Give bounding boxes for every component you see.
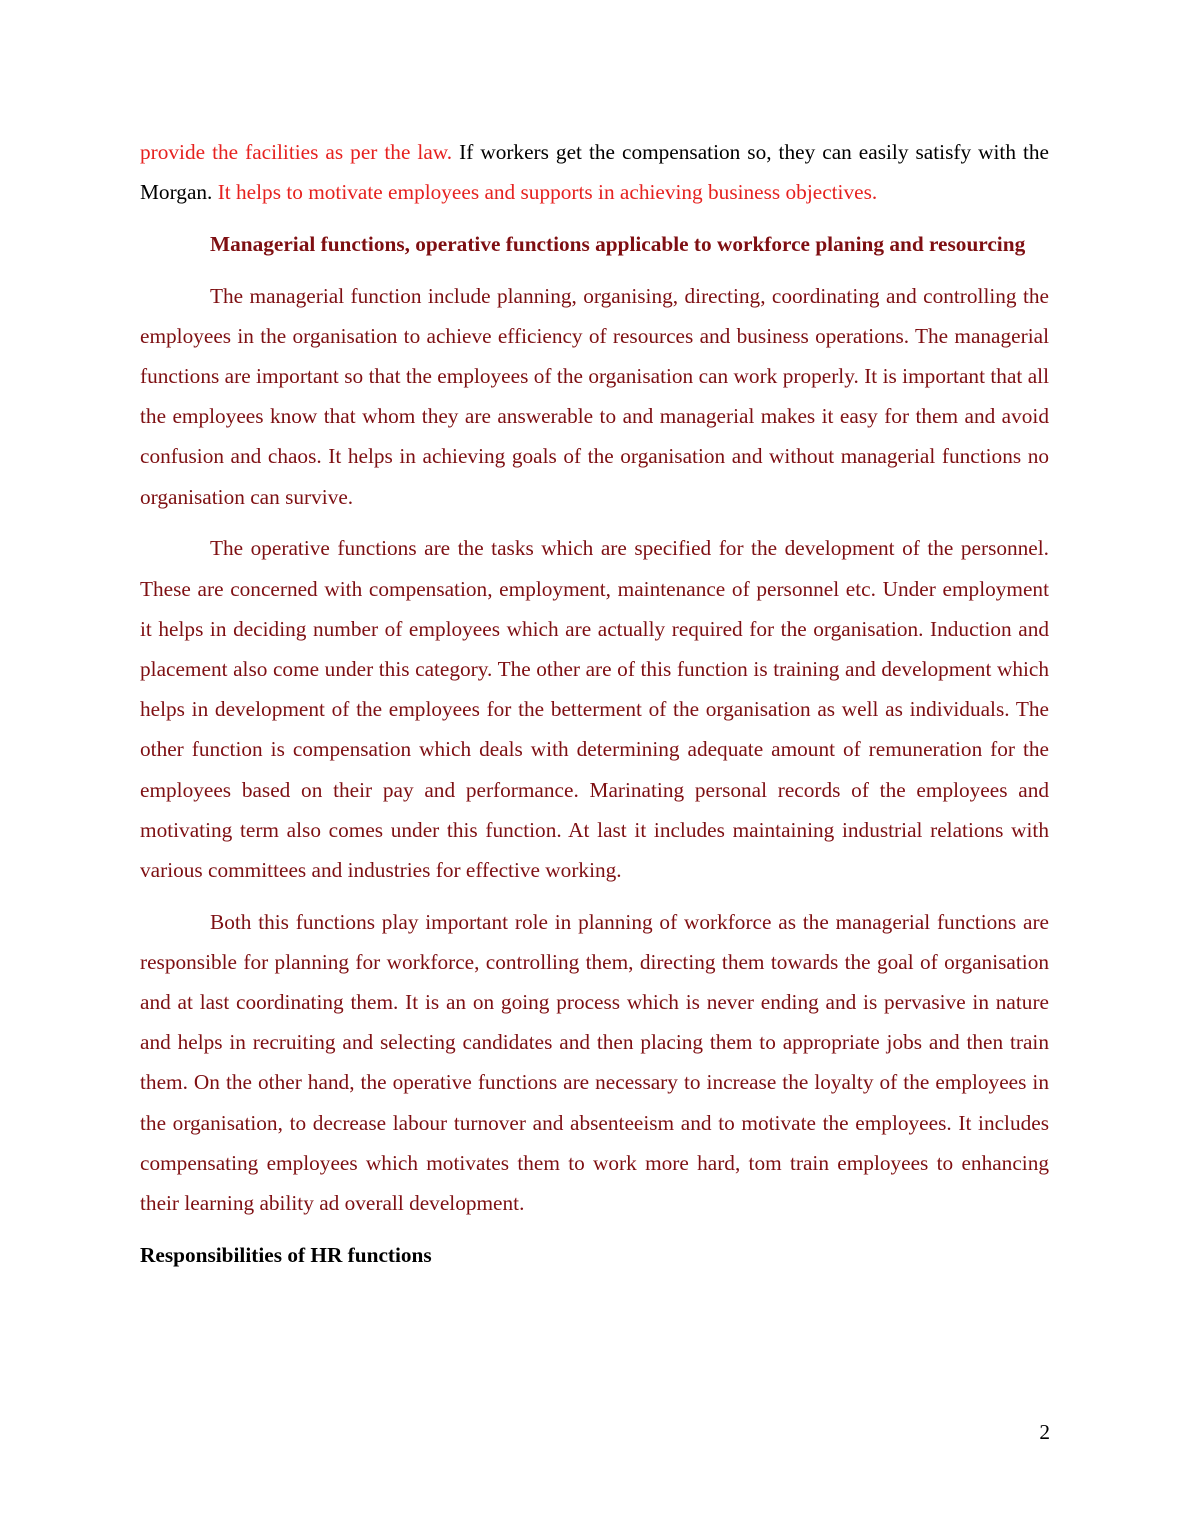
paragraph-managerial: The managerial function include planning, organising, directing, coordinating and controlling the employees in the organisation to achieve efficiency of resources and business operations. The managerial functions are important so that the employees of the organisation can work properly. It is important that all the employees know that whom they are answerable to and managerial makes it easy for them and avoid confusion and chaos. It helps in achieving goals of the organisation and without managerial functions no organisation can survive. — [140, 283, 1049, 509]
section-heading-functions: Managerial functions, operative functions applicable to workforce planing and resourcing — [210, 231, 1026, 256]
intro-text-red-end: It helps to motivate employees and supports in achieving business objectives. — [217, 180, 878, 205]
document-page — [140, 132, 1049, 1286]
intro-text-red: provide the facilities as per the law. — [140, 140, 453, 164]
intro-paragraph — [140, 132, 1049, 212]
paragraph-both-functions: Both this functions play important role in planning of workforce as the managerial functions are responsible for planning for workforce, controlling them, directing them towards the goal of organisation and at last coordinating them. It is an on going process which is never ending and is pervasive in nature and helps in recruiting and selecting candidates and then placing them to appropriate jobs and then train them. On the other hand, the operative functions are necessary to increase the loyalty of the employees in the organisation, to decrease labour turnover and absenteeism and to motivate the employees. It includes compensating employees which motivates them to work more hard, tom train employees to enhancing their learning ability ad overall development. — [140, 909, 1049, 1216]
section-heading-responsibilities: Responsibilities of HR functions — [140, 1242, 432, 1267]
intro-text-black: If workers get the compensation so, they can easily satisfy with the Morgan. — [140, 140, 1049, 205]
paragraph-operative: The operative functions are the tasks which are specified for the development of the personnel. These are concerned with compensation, employment, maintenance of personnel etc. Under employment it helps in deciding number of employees which are actually required for the organisation. Induction and placement also come under this category. The other are of this function is training and development which helps in development of the employees for the betterment of the organisation as well as individuals. The other function is compensation which deals with determining adequate amount of remuneration for the employees based on their pay and performance. Marinating personal records of the employees and motivating term also comes under this function. At last it includes maintaining industrial relations with various committees and industries for effective working. — [140, 536, 1049, 882]
page-number: 2 — [1039, 1420, 1050, 1444]
